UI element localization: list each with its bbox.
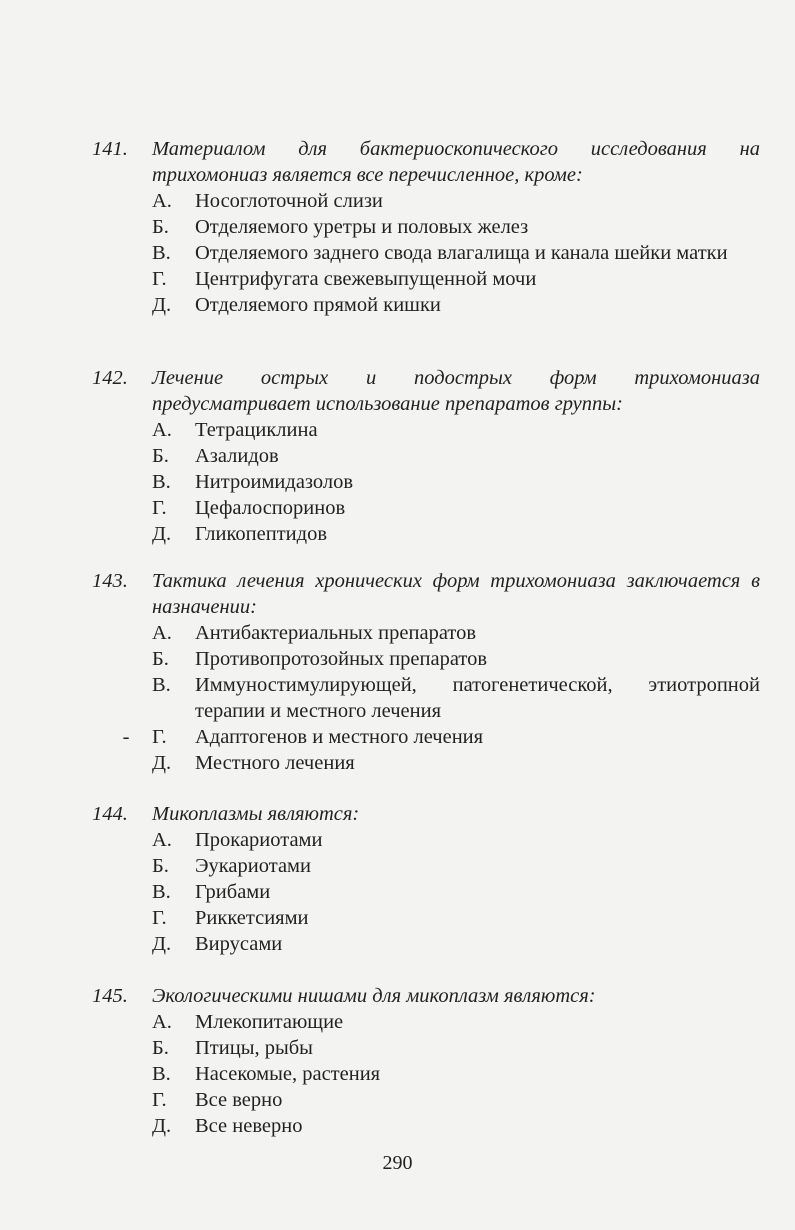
question-header: [92, 568, 760, 620]
option-text: Цефалоспоринов: [195, 497, 346, 519]
question-header: [92, 136, 760, 188]
answer-option: [122, 724, 760, 750]
option-text: Отделяемого заднего свода влагалища и канала шейки матки: [195, 242, 728, 264]
question-text: Экологическими нишами для микоплазм являются:: [152, 985, 596, 1007]
answer-option: [152, 750, 760, 776]
question-142: [92, 365, 760, 547]
option-text: Тетрациклина: [195, 419, 318, 441]
option-letter: Г.: [152, 726, 167, 748]
option-text: Риккетсиями: [195, 907, 309, 929]
question-143: [92, 568, 760, 776]
answer-options: [152, 1009, 760, 1139]
answer-option: [152, 646, 760, 672]
answer-option: [152, 827, 760, 853]
question-text: Материалом для бактериоскопического исследования на трихомониаз является все перечисленное, кроме:: [152, 138, 760, 186]
option-text: Носоглоточной слизи: [195, 190, 383, 212]
option-letter: Б.: [152, 855, 169, 877]
answer-option: [152, 879, 760, 905]
question-text: Микоплазмы являются:: [152, 803, 360, 825]
option-text: Центрифугата свежевыпущенной мочи: [195, 268, 537, 290]
answer-option: [152, 853, 760, 879]
answer-options: [152, 417, 760, 547]
option-letter: А.: [152, 622, 172, 644]
option-letter: А.: [152, 829, 172, 851]
option-text: Отделяемого прямой кишки: [195, 294, 441, 316]
margin-mark: -: [122, 726, 130, 748]
option-text: Все верно: [195, 1089, 283, 1111]
option-letter: Д.: [152, 933, 172, 955]
answer-option: [152, 672, 760, 724]
answer-options: [122, 620, 760, 776]
option-letter: Д.: [152, 523, 172, 545]
answer-option: [152, 214, 760, 240]
answer-option: [152, 266, 760, 292]
page-number: 290: [382, 1152, 413, 1174]
option-text: Гликопептидов: [195, 523, 328, 545]
question-number: 143.: [92, 570, 128, 592]
option-text: Грибами: [195, 881, 271, 903]
option-letter: В.: [152, 881, 171, 903]
option-text: Азалидов: [195, 445, 279, 467]
question-145: [92, 983, 760, 1139]
answer-options: [152, 827, 760, 957]
option-letter: Д.: [152, 1115, 172, 1137]
question-141: [92, 136, 760, 318]
answer-option: [152, 292, 760, 318]
option-text: Иммуностимулирующей, патогенетической, этиотропной терапии и местного лечения: [195, 674, 760, 722]
option-text: Млекопитающие: [195, 1011, 344, 1033]
option-text: Адаптогенов и местного лечения: [195, 726, 484, 748]
option-letter: Г.: [152, 1089, 167, 1111]
option-text: Эукариотами: [195, 855, 311, 877]
option-letter: Б.: [152, 648, 169, 670]
answer-option: [152, 1087, 760, 1113]
option-text: Все неверно: [195, 1115, 303, 1137]
question-number: 145.: [92, 985, 128, 1007]
answer-option: [152, 1061, 760, 1087]
option-text: Отделяемого уретры и половых желез: [195, 216, 529, 238]
option-letter: В.: [152, 674, 171, 696]
option-letter: Г.: [152, 907, 167, 929]
answer-option: [152, 188, 760, 214]
answer-option: [152, 1113, 760, 1139]
option-letter: Б.: [152, 1037, 169, 1059]
option-letter: В.: [152, 242, 171, 264]
answer-option: [152, 521, 760, 547]
option-letter: Д.: [152, 752, 172, 774]
option-letter: А.: [152, 419, 172, 441]
option-text: Антибактериальных препаратов: [195, 622, 477, 644]
option-letter: А.: [152, 1011, 172, 1033]
option-letter: Д.: [152, 294, 172, 316]
option-letter: Б.: [152, 216, 169, 238]
question-number: 141.: [92, 138, 128, 160]
question-header: [92, 365, 760, 417]
option-text: Нитроимидазолов: [195, 471, 354, 493]
option-letter: Г.: [152, 497, 167, 519]
answer-option: [152, 1035, 760, 1061]
option-letter: Б.: [152, 445, 169, 467]
option-text: Насекомые, растения: [195, 1063, 381, 1085]
answer-option: [152, 240, 760, 266]
answer-option: [152, 931, 760, 957]
answer-option: [152, 620, 760, 646]
answer-option: [152, 469, 760, 495]
question-144: [92, 801, 760, 957]
question-text: Лечение острых и подострых форм трихомониаза предусматривает использование препаратов группы:: [152, 367, 760, 415]
question-number: 142.: [92, 367, 128, 389]
option-letter: А.: [152, 190, 172, 212]
question-header: [92, 801, 760, 827]
answer-option: [152, 417, 760, 443]
question-number: 144.: [92, 803, 128, 825]
answer-option: [152, 1009, 760, 1035]
option-text: Птицы, рыбы: [195, 1037, 313, 1059]
option-text: Вирусами: [195, 933, 283, 955]
answer-option: [152, 905, 760, 931]
option-text: Местного лечения: [195, 752, 355, 774]
option-letter: В.: [152, 471, 171, 493]
answer-option: [152, 443, 760, 469]
answer-option: [152, 495, 760, 521]
option-text: Противопротозойных препаратов: [195, 648, 488, 670]
question-text: Тактика лечения хронических форм трихомониаза заключается в назначении:: [152, 570, 760, 618]
question-header: [92, 983, 760, 1009]
answer-options: [152, 188, 760, 318]
option-letter: Г.: [152, 268, 167, 290]
option-letter: В.: [152, 1063, 171, 1085]
option-text: Прокариотами: [195, 829, 323, 851]
